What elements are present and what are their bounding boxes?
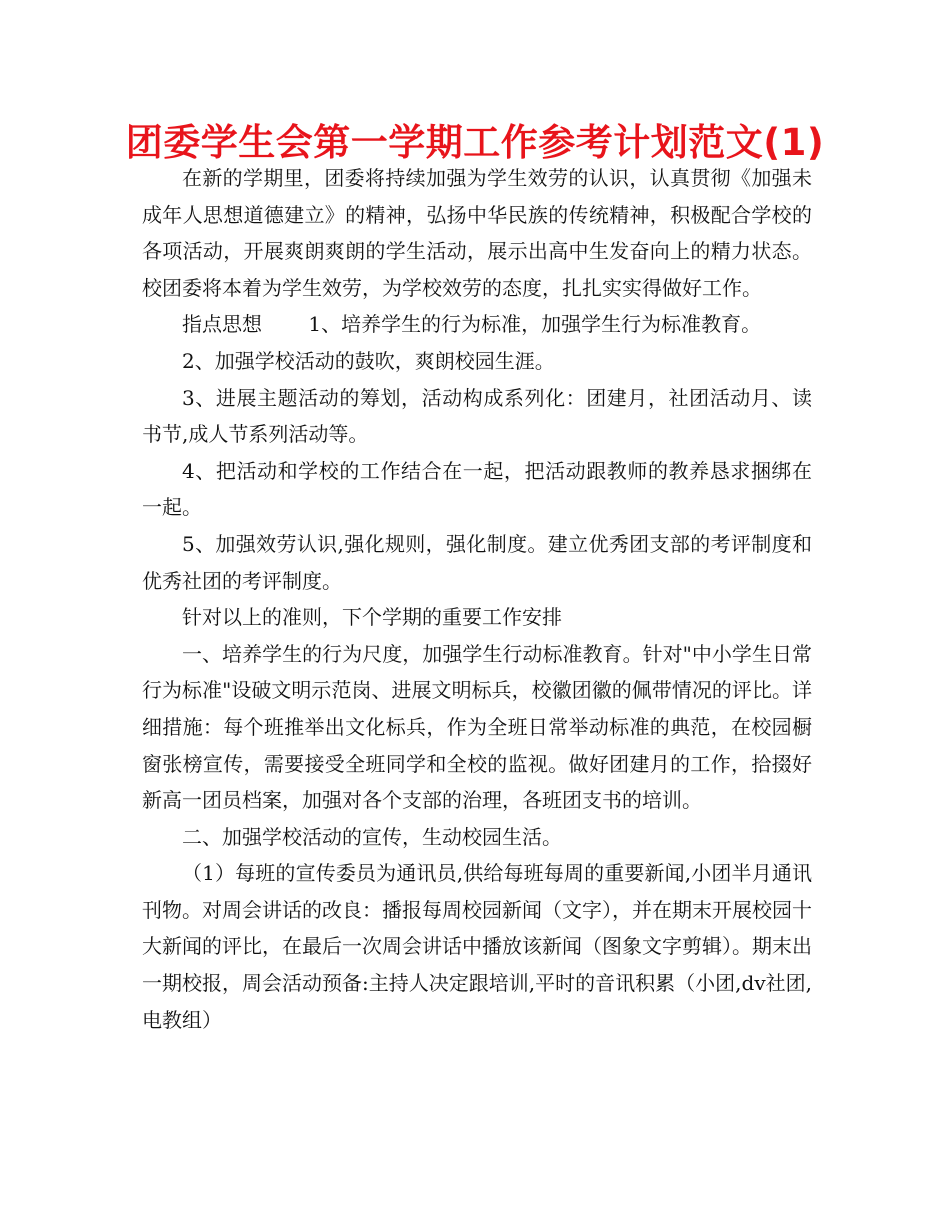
paragraph-intro: 在新的学期里，团委将持续加强为学生效劳的认识，认真贯彻《加强未成年人思想道德建立》的精神，弘扬中华民族的传统精神，积极配合学校的各项活动，开展爽朗爽朗的学生活动，展示出高中生发奋向上的精力状态。校团委将本着为学生效劳，为学校效劳的态度，扎扎实实得做好工作。 [142,166,812,300]
paragraph-work-arrangement: 针对以上的准则，下个学期的重要工作安排 [182,605,562,630]
document-title: 团委学生会第一学期工作参考计划范文(1) [125,121,825,164]
paragraph-item-5: 5、加强效劳认识,强化规则，强化制度。建立优秀团支部的考评制度和优秀社团的考评制度。 [142,531,812,593]
paragraph-item-2: 2、加强学校活动的鼓吹，爽朗校园生涯。 [182,348,555,373]
document-body [142,160,812,1038]
paragraph-guiding-thought: 指点思想 1、培养学生的行为标准，加强学生行为标准教育。 [182,312,762,337]
paragraph-section-two-item-1: （1）每班的宣传委员为通讯员,供给每班每周的重要新闻,小团半月通讯刊物。对周会讲话的改良：播报每周校园新闻（文字），并在期末开展校园十大新闻的评比，在最后一次周会讲话中播放该新闻（图象文字剪辑）。期末出一期校报，周会活动预备:主持人决定跟培训,平时的音讯积累（小团,dv社团,电教组） [142,861,812,1032]
paragraph-section-one: 一、培养学生的行为尺度，加强学生行动标准教育。针对"中小学生日常行为标准"设破文明示范岗、进展文明标兵，校徽团徽的佩带情况的评比。详细措施：每个班推举出文化标兵，作为全班日常举动标准的典范，在校园橱窗张榜宣传，需要接受全班同学和全校的监视。做好团建月的工作，拾掇好新高一团员档案，加强对各个支部的治理，各班团支书的培训。 [142,641,812,813]
paragraph-item-3: 3、进展主题活动的筹划，活动构成系列化：团建月，社团活动月、读书节,成人节系列活动等。 [142,385,812,447]
paragraph-item-4: 4、把活动和学校的工作结合在一起，把活动跟教师的教养恳求捆绑在一起。 [142,458,812,520]
paragraph-section-two: 二、加强学校活动的宣传，生动校园生活。 [182,824,562,849]
